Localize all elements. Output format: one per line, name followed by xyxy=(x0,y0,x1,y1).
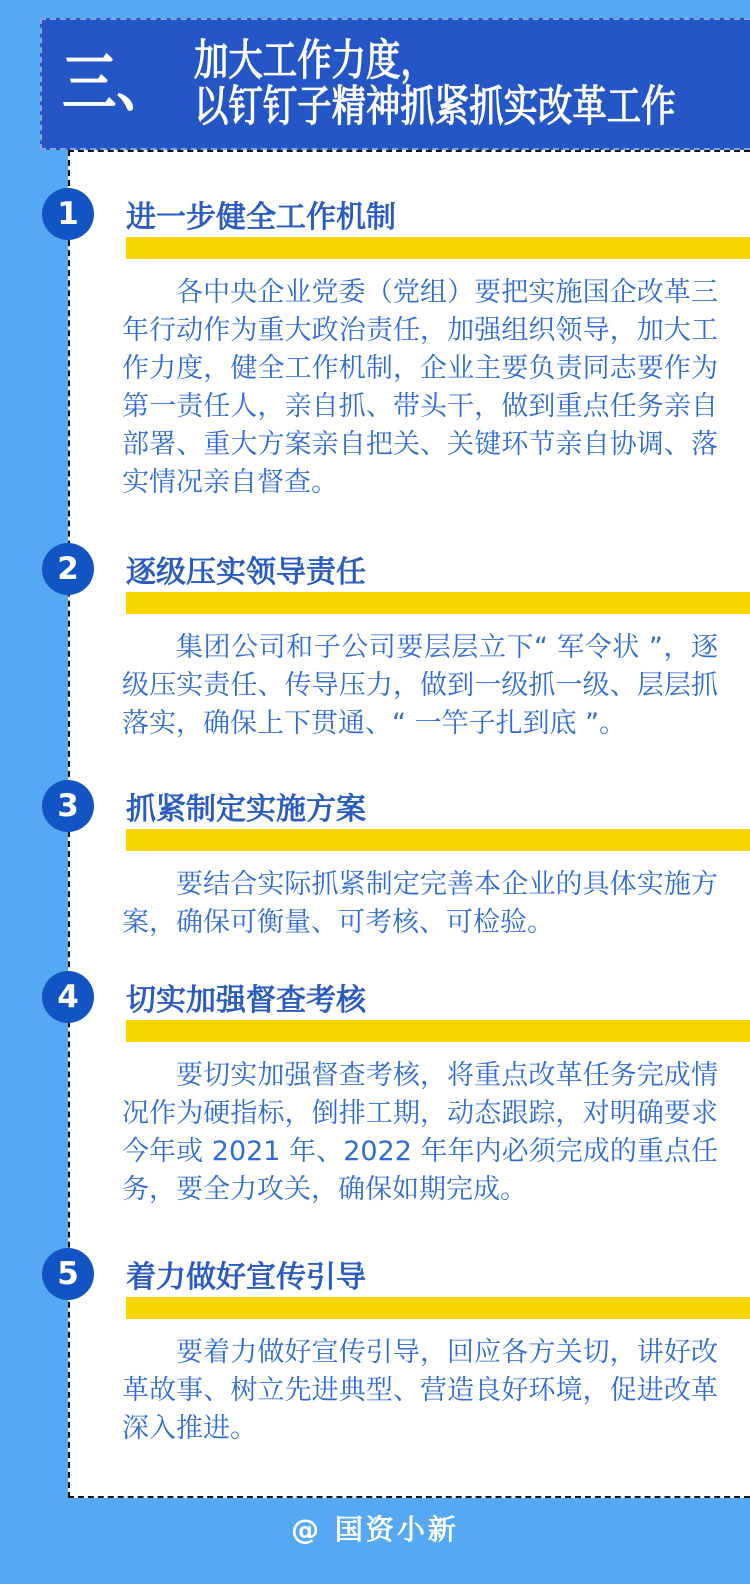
section-4-number-badge xyxy=(42,971,94,1023)
header-title-line1: 加大工作力度， xyxy=(194,36,435,86)
section-1 xyxy=(57,188,750,502)
section-5-underline-bar xyxy=(126,1297,750,1319)
section-3-number: 3 xyxy=(57,788,79,824)
section-5-number: 5 xyxy=(57,1256,79,1292)
section-2 xyxy=(57,543,750,743)
section-4-body-text: 要切实加强督查考核，将重点改革任务完成情况作为硬指标，倒排工期，动态跟踪，对明确要求今年或 2021 年、2022 年年内必须完成的重点任务，要全力攻关，确保如期完成。 xyxy=(122,1060,718,1205)
section-4 xyxy=(57,971,750,1209)
section-5-heading: 着力做好宣传引导 xyxy=(126,1260,366,1295)
header-section-number-prefix: 三、 xyxy=(62,47,171,121)
section-1-body-text: 各中央企业党委（党组）要把实施国企改革三年行动作为重大政治责任，加强组织领导，加大工作力度，健全工作机制，企业主要负责同志要作为第一责任人，亲自抓、带头干，做到重点任务亲自部署、重大方案亲自把关、关键环节亲自协调、落实情况亲自督查。 xyxy=(122,277,718,498)
header-banner xyxy=(40,18,750,150)
section-2-heading: 逐级压实领导责任 xyxy=(126,555,366,590)
header-titles xyxy=(194,38,750,130)
section-4-underline-bar xyxy=(126,1020,750,1042)
section-1-number-badge xyxy=(42,188,94,240)
section-1-heading: 进一步健全工作机制 xyxy=(126,200,396,235)
section-1-heading-row xyxy=(57,188,750,240)
section-4-number: 4 xyxy=(57,979,79,1015)
section-2-heading-row xyxy=(57,543,750,595)
section-3 xyxy=(57,780,750,942)
section-3-heading-row xyxy=(57,780,750,832)
section-2-number-badge xyxy=(42,543,94,595)
section-2-body-text: 集团公司和子公司要层层立下“ 军令状 ”，逐级压实责任、传导压力，做到一级抓一级、层层抓落实，确保上下贯通、“ 一竿子扎到底 ”。 xyxy=(122,632,718,739)
section-5-number-badge xyxy=(42,1248,94,1300)
section-4-heading: 切实加强督查考核 xyxy=(126,983,366,1018)
section-2-number: 2 xyxy=(57,551,79,587)
section-4-heading-row xyxy=(57,971,750,1023)
section-1-number: 1 xyxy=(57,196,79,232)
content-card xyxy=(57,150,750,1498)
section-3-underline-bar xyxy=(126,829,750,851)
header-title-line2: 以钉钉子精神抓紧抓实改革工作 xyxy=(194,82,676,132)
section-3-heading: 抓紧制定实施方案 xyxy=(126,792,366,827)
section-1-underline-bar xyxy=(126,237,750,259)
section-5 xyxy=(57,1248,750,1448)
section-5-heading-row xyxy=(57,1248,750,1300)
section-3-number-badge xyxy=(42,780,94,832)
section-5-body-text: 要着力做好宣传引导，回应各方关切，讲好改革故事、树立先进典型、营造良好环境，促进改革深入推进。 xyxy=(122,1337,718,1444)
section-2-underline-bar xyxy=(126,592,750,614)
section-3-body-text: 要结合实际抓紧制定完善本企业的具体实施方案，确保可衡量、可考核、可检验。 xyxy=(122,869,718,938)
footer-credit: @ 国资小新 xyxy=(291,1513,459,1546)
